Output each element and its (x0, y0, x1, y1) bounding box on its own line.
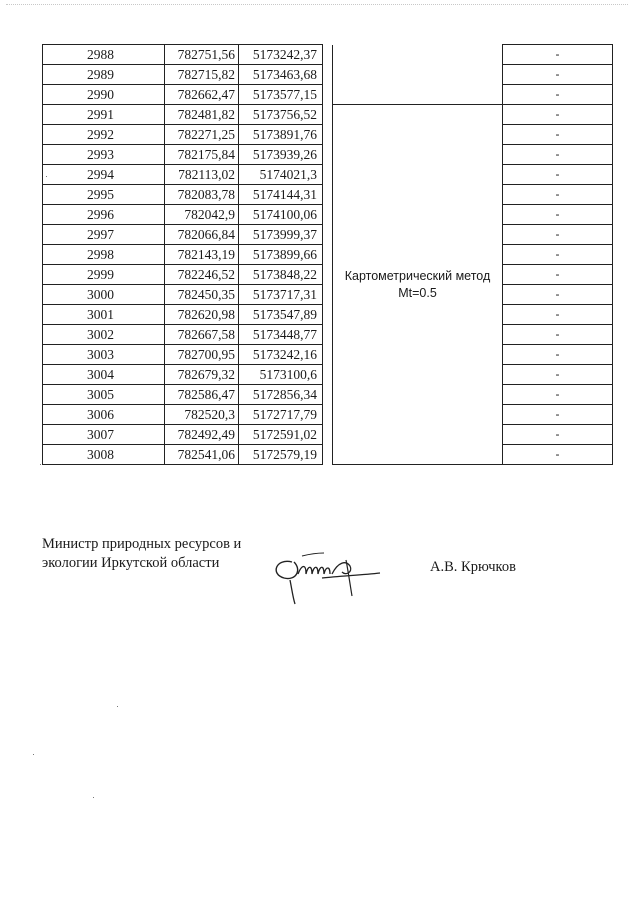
gap-cell (323, 105, 333, 125)
x-coordinate-cell: 782271,25 (165, 125, 239, 145)
x-coordinate-cell: 782586,47 (165, 385, 239, 405)
x-coordinate-cell: 782679,32 (165, 365, 239, 385)
y-coordinate-cell: 5173242,16 (239, 345, 323, 365)
table-row (43, 385, 613, 405)
gap-cell (323, 305, 333, 325)
gap-cell (323, 265, 333, 285)
table-row (43, 265, 613, 285)
gap-cell (323, 45, 333, 65)
table-row (43, 165, 613, 185)
value-cell: - (503, 425, 613, 445)
y-coordinate-cell: 5173547,89 (239, 305, 323, 325)
method-cell (333, 105, 503, 465)
gap-cell (323, 85, 333, 105)
gap-cell (323, 125, 333, 145)
value-cell: - (503, 45, 613, 65)
value-cell: - (503, 265, 613, 285)
point-number-cell: 3000 (43, 285, 165, 305)
scan-top-edge (6, 4, 628, 5)
signatory-title-line-1: Министр природных ресурсов и (42, 536, 242, 552)
y-coordinate-cell: 5172717,79 (239, 405, 323, 425)
point-number-cell: 3006 (43, 405, 165, 425)
y-coordinate-cell: 5172856,34 (239, 385, 323, 405)
value-cell: - (503, 445, 613, 465)
table-row (43, 145, 613, 165)
point-number-cell: 2991 (43, 105, 165, 125)
handwritten-signature (262, 540, 392, 610)
x-coordinate-cell: 782042,9 (165, 205, 239, 225)
value-cell: - (503, 145, 613, 165)
y-coordinate-cell: 5174021,3 (239, 165, 323, 185)
y-coordinate-cell: 5173891,76 (239, 125, 323, 145)
y-coordinate-cell: 5172591,02 (239, 425, 323, 445)
point-number-cell: 3007 (43, 425, 165, 445)
table-row (43, 85, 613, 105)
y-coordinate-cell: 5173999,37 (239, 225, 323, 245)
y-coordinate-cell: 5173939,26 (239, 145, 323, 165)
x-coordinate-cell: 782667,58 (165, 325, 239, 345)
value-cell: - (503, 405, 613, 425)
gap-cell (323, 185, 333, 205)
point-number-cell: 3005 (43, 385, 165, 405)
table-row (43, 205, 613, 225)
coordinates-table (42, 44, 613, 465)
point-number-cell: 2992 (43, 125, 165, 145)
gap-cell (323, 225, 333, 245)
x-coordinate-cell: 782175,84 (165, 145, 239, 165)
point-number-cell: 3001 (43, 305, 165, 325)
x-coordinate-cell: 782620,98 (165, 305, 239, 325)
scan-speck (117, 706, 118, 707)
scan-speck (93, 797, 94, 798)
x-coordinate-cell: 782715,82 (165, 65, 239, 85)
gap-cell (323, 345, 333, 365)
value-cell: - (503, 185, 613, 205)
point-number-cell: 2998 (43, 245, 165, 265)
scan-speck (40, 464, 41, 465)
table-row (43, 185, 613, 205)
x-coordinate-cell: 782113,02 (165, 165, 239, 185)
value-cell: - (503, 305, 613, 325)
point-number-cell: 2988 (43, 45, 165, 65)
gap-cell (323, 65, 333, 85)
x-coordinate-cell: 782143,19 (165, 245, 239, 265)
value-cell: - (503, 385, 613, 405)
value-cell: - (503, 65, 613, 85)
point-number-cell: 2999 (43, 265, 165, 285)
table-row (43, 325, 613, 345)
table-row (43, 405, 613, 425)
y-coordinate-cell: 5172579,19 (239, 445, 323, 465)
point-number-cell: 2995 (43, 185, 165, 205)
table-row (43, 345, 613, 365)
x-coordinate-cell: 782066,84 (165, 225, 239, 245)
value-cell: - (503, 205, 613, 225)
scan-speck (33, 754, 34, 755)
coordinates-table-body (43, 45, 613, 465)
gap-cell (323, 145, 333, 165)
y-coordinate-cell: 5173717,31 (239, 285, 323, 305)
value-cell: - (503, 325, 613, 345)
signatory-title (42, 535, 241, 573)
x-coordinate-cell: 782492,49 (165, 425, 239, 445)
table-row (43, 65, 613, 85)
point-number-cell: 3002 (43, 325, 165, 345)
table-row (43, 365, 613, 385)
gap-cell (323, 285, 333, 305)
y-coordinate-cell: 5174100,06 (239, 205, 323, 225)
value-cell: - (503, 365, 613, 385)
value-cell: - (503, 345, 613, 365)
y-coordinate-cell: 5173242,37 (239, 45, 323, 65)
point-number-cell: 2990 (43, 85, 165, 105)
value-cell: - (503, 245, 613, 265)
table-row (43, 125, 613, 145)
gap-cell (323, 245, 333, 265)
x-coordinate-cell: 782662,47 (165, 85, 239, 105)
table-row (43, 225, 613, 245)
point-number-cell: 2996 (43, 205, 165, 225)
x-coordinate-cell: 782751,56 (165, 45, 239, 65)
y-coordinate-cell: 5173848,22 (239, 265, 323, 285)
method-blank-cell (333, 45, 503, 105)
point-number-cell: 3008 (43, 445, 165, 465)
method-accuracy: Mt=0.5 (398, 285, 437, 300)
x-coordinate-cell: 782520,3 (165, 405, 239, 425)
y-coordinate-cell: 5173899,66 (239, 245, 323, 265)
point-number-cell: 3004 (43, 365, 165, 385)
y-coordinate-cell: 5173463,68 (239, 65, 323, 85)
point-number-cell: 2994 (43, 165, 165, 185)
x-coordinate-cell: 782246,52 (165, 265, 239, 285)
method-name: Картометрический метод (344, 268, 491, 283)
y-coordinate-cell: 5173100,6 (239, 365, 323, 385)
gap-cell (323, 365, 333, 385)
signatory-title-line-2: экологии Иркутской области (42, 555, 220, 571)
table-row (43, 45, 613, 65)
signatory-name: А.В. Крючков (430, 559, 516, 575)
y-coordinate-cell: 5173448,77 (239, 325, 323, 345)
x-coordinate-cell: 782541,06 (165, 445, 239, 465)
value-cell: - (503, 105, 613, 125)
gap-cell (323, 205, 333, 225)
table-row (43, 285, 613, 305)
point-number-cell: 3003 (43, 345, 165, 365)
table-row (43, 105, 613, 125)
scan-speck (46, 176, 47, 177)
gap-cell (323, 385, 333, 405)
x-coordinate-cell: 782450,35 (165, 285, 239, 305)
y-coordinate-cell: 5173577,15 (239, 85, 323, 105)
table-row (43, 425, 613, 445)
point-number-cell: 2989 (43, 65, 165, 85)
x-coordinate-cell: 782700,95 (165, 345, 239, 365)
table-row (43, 445, 613, 465)
value-cell: - (503, 85, 613, 105)
x-coordinate-cell: 782481,82 (165, 105, 239, 125)
gap-cell (323, 425, 333, 445)
point-number-cell: 2997 (43, 225, 165, 245)
gap-cell (323, 325, 333, 345)
value-cell: - (503, 165, 613, 185)
table-row (43, 305, 613, 325)
value-cell: - (503, 125, 613, 145)
y-coordinate-cell: 5173756,52 (239, 105, 323, 125)
y-coordinate-cell: 5174144,31 (239, 185, 323, 205)
x-coordinate-cell: 782083,78 (165, 185, 239, 205)
value-cell: - (503, 285, 613, 305)
gap-cell (323, 405, 333, 425)
value-cell: - (503, 225, 613, 245)
table-row (43, 245, 613, 265)
gap-cell (323, 445, 333, 465)
gap-cell (323, 165, 333, 185)
point-number-cell: 2993 (43, 145, 165, 165)
